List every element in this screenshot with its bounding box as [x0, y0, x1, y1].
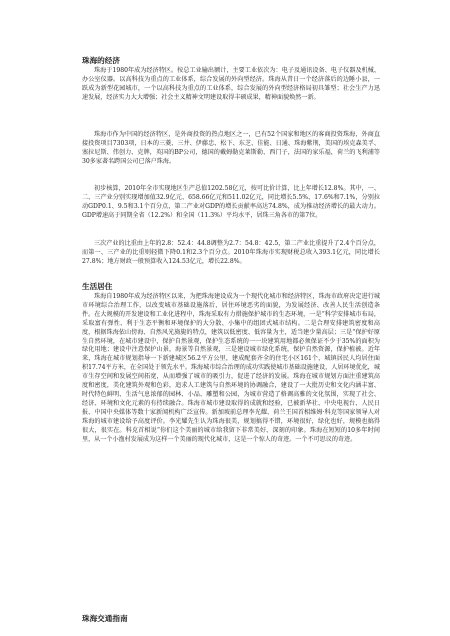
paragraph-industry-ratio: 三次产业的比重由上年的2.8：52.4：44.8调整为2.7：54.8：42.5，第二产业比重提升了2.4个百分点，而第一、三产业的比重则轻微下降0.1和2.3个百分点。2010年珠海市实现财税总收入393.1亿元，同比增长27.8%；地方财政一般预算收入124.53亿元，增长22.8%。: [82, 240, 380, 265]
paragraph-living-environment: 珠海自1980年成为经济特区以来，为把珠海建设成为一个现代化城市和经济特区，珠海市政府决定进行城市环境综合治理工作，以改变城市基础设施落后，居住环境恶劣的面貌，为发展经济、改善人民生活创造条件。在大规模的开发建设和工业化进程中，珠海采取有力措施保护城市的生态环境，一是“科学安排城市布局，采取富有弹性、利于生态平衡和环境保护的大分散、小集中的组团式城市结构。二是合理安排建筑密度和高度，根据珠海依山傍海、自然风光旖旎的特点，建筑以低密度、低容量为主，适当建少量高层；三是“保护好原生自然环境，在城市建设中，保护自然景观，保护生态系统的一一块建筑用地都必须保证不少于35%的面积为绿化用地；建设中注意保护山景，海景等自然景观，三是建设城市绿化系统，保护自然资源，保护植被。近年来，珠海在城市规划指导一下新建城区56.2平方公里，建成配套齐全的住宅小区161个，城镇居民人均居住面积17.74平方米，在全国处于领先水平。珠海城市综合治理的成功实践使城市基础设施建设，人居环境优化，城市生存空间和发展空间拓宽，从而增强了城市的吸引力，促进了经济的发展。珠海在城市规划方面注重建筑高度和密度，美化建筑外观和色彩，追求人工建筑与自然环境的协调融合，建设了一大批历史和文化内涵丰富、时代特色鲜明、生活气息浓郁的园林、小品、雕塑和公园，为城市营造了格调高雅的文化氛围，实现了社会、经济、环境和文化元素的有持续融合。珠海市城市建设取得的成就和经验，已被新华社、中央电视台、人民日报、中国中央媒体等数十家新闻机构广泛宣传。新加坡前总理李光耀、荷兰王国首相维姆·科克等国家领导人对珠海的城市建设给予高度评价。李光耀先生认为珠海很美，规划搞得不错，环境很好，绿化也好，规模也搞得很大，很实在。科克首相说“你们这个美丽的城市给我留下非常美好、深刻的印象。珠海在短短的10多年时间里，从一个小渔村发展成为这样一个美丽的现代化城市，这是一个惊人的奇迹。一个不可思议的奇迹。: [82, 293, 380, 443]
section-title-economy: 珠海的经济: [82, 56, 120, 65]
paragraph-economy-intro: 珠海于1980年成为经济特区。按总工业输出额计，主要工业依次为：电子及通讯设备、电子仪器及机械、办公室仪器。以高科技为重点的工业体系，综合发展的外向型经济。珠海从昔日一个经济落后的边陲小县，一跃成为新型花园城市，一个以高科技为重点的工业体系，综合发展的外向型经济格局初具雏型；社会生产力迅速发展，经济实力大大增强；社会主义精神文明建设取得丰硕成果，精神面貌焕然一新。: [82, 67, 380, 101]
section-title-living: 生活居住: [82, 282, 113, 291]
section-title-transport: 珠海交通指南: [82, 614, 128, 623]
paragraph-foreign-investment: 珠海市作为中国的经济特区，是外商投资的热点地区之一，已有52个国家和地区的客商投资珠海，外商直接投资项目7303项，日本的三菱、三井、伊藤忠、松下、东芝、佳能、日通、珠海紫荆，美国的埃克森美孚、塞拉尼斯、伟创力、克牌，英国的BP公司，德国的戴姆勒克莱斯勒、西门子，法国的家乐福，荷兰的飞利浦等30多家著名跨国公司已落户珠海。: [82, 131, 380, 165]
paragraph-gdp-2010: 初步核算，2010年全市实现地区生产总值1202.58亿元，按可比价计算，比上年增长12.8%。其中，一、二、三产业分别实现增加值32.9亿元、658.66亿元和511.02亿元，同比增长5.5%、17.6%和7.1%，分别拉动GDP0.1、9.5和3.1个百分点，第二产业对GDP的增长贡献率高达74.8%，成为推动经济增长的最大动力。GDP增速高于同期全省（12.2%）和全国（11.3%）平均水平，居珠三角各市的第7位。: [82, 185, 380, 219]
